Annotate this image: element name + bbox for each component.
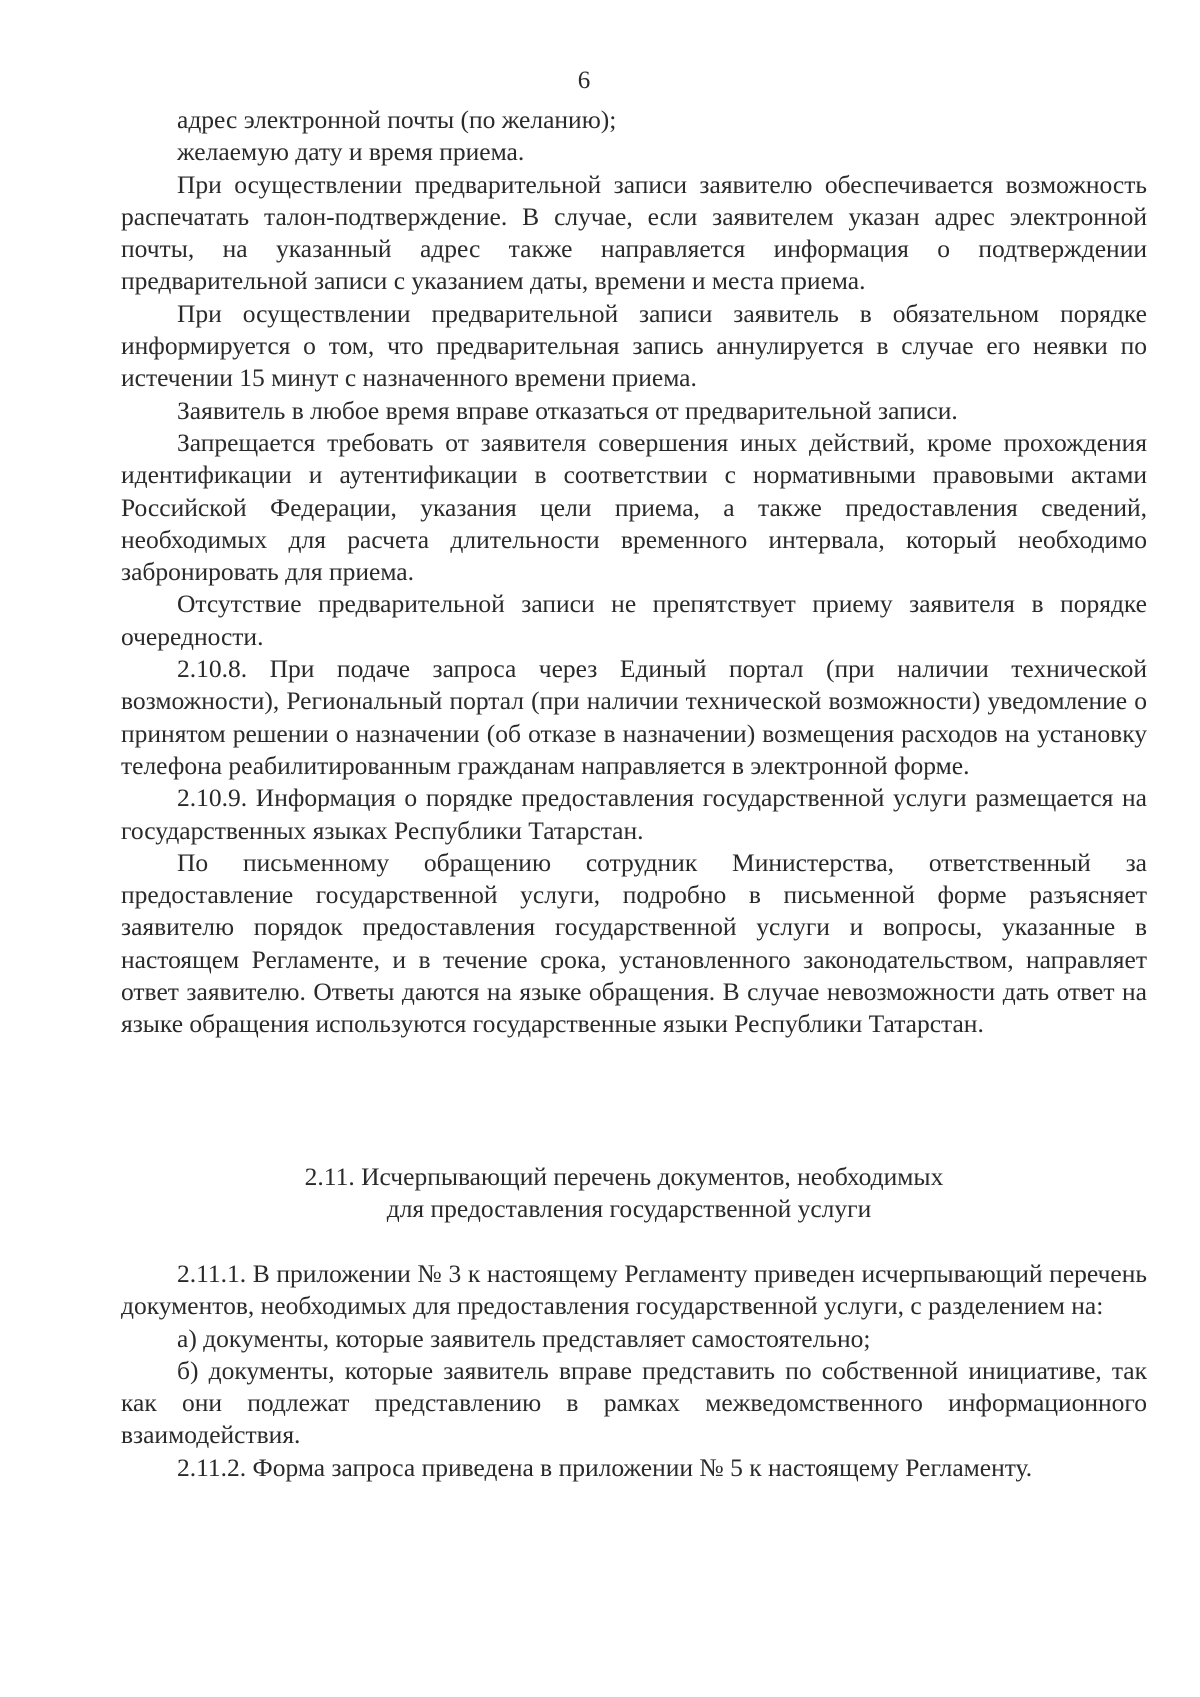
section-heading-line-2: для предоставления государственной услуги [386, 1194, 872, 1223]
page-number: 6 [577, 67, 591, 94]
paragraph: 2.10.8. При подаче запроса через Единый портал (при наличии технической возможности), Региональный портал (при наличии технической возможности) уведомление о принятом решении о назначении (об отказе в назначении) возмещения расходов на установку телефона реабилитированным гражданам направляется в электронной форме. [121, 654, 1147, 780]
paragraph: 2.11.1. В приложении № 3 к настоящему Регламенту приведен исчерпывающий перечень документов, необходимых для предоставления государственной услуги, с разделением на: [121, 1259, 1147, 1321]
body-text-before-heading [121, 104, 1147, 1041]
paragraph: 2.11.2. Форма запроса приведена в приложении № 5 к настоящему Регламенту. [177, 1452, 1033, 1482]
paragraph: б) документы, которые заявитель вправе представить по собственной инициативе, так как они подлежат представлению в рамках межведомственного информационного взаимодействия. [121, 1355, 1147, 1450]
paragraph: При осуществлении предварительной записи заявитель в обязательном порядке информируется о том, что предварительная запись аннулируется в случае его неявки по истечении 15 минут с назначенного времени приема. [121, 298, 1147, 393]
section-heading [121, 1161, 1147, 1225]
section-heading-line-1: 2.11. Исчерпывающий перечень документов, необходимых [304, 1162, 944, 1191]
body-text-after-heading [121, 1258, 1147, 1484]
paragraph: По письменному обращению сотрудник Министерства, ответственный за предоставление государственной услуги, подробно в письменной форме разъясняет заявителю порядок предоставления государственной услуги и вопросы, указанные в настоящем Регламенте, и в течение срока, установленного законодательством, направляет ответ заявителю. Ответы даются на языке обращения. В случае невозможности дать ответ на языке обращения используются государственные языки Республики Татарстан. [121, 847, 1147, 1039]
paragraph: 2.10.9. Информация о порядке предоставления государственной услуги размещается на государственных языках Республики Татарстан. [121, 783, 1147, 845]
paragraph: а) документы, которые заявитель представляет самостоятельно; [177, 1323, 871, 1353]
paragraph: Отсутствие предварительной записи не препятствует приему заявителя в порядке очередности. [121, 589, 1147, 651]
paragraph: При осуществлении предварительной записи заявителю обеспечивается возможность распечатать талон-подтверждение. В случае, если заявителем указан адрес электронной почты, на указанный адрес также направляется информация о подтверждении предварительной записи с указанием даты, времени и места приема. [121, 169, 1147, 296]
paragraph: Запрещается требовать от заявителя совершения иных действий, кроме прохождения идентификации и аутентификации в соответствии с нормативными правовыми актами Российской Федерации, указания цели приема, а также предоставления сведений, необходимых для расчета длительности временного интервала, который необходимо забронировать для приема. [121, 427, 1147, 587]
paragraph: адрес электронной почты (по желанию); [177, 105, 617, 134]
paragraph: Заявитель в любое время вправе отказаться от предварительной записи. [177, 395, 958, 425]
paragraph: желаемую дату и время приема. [177, 137, 525, 167]
